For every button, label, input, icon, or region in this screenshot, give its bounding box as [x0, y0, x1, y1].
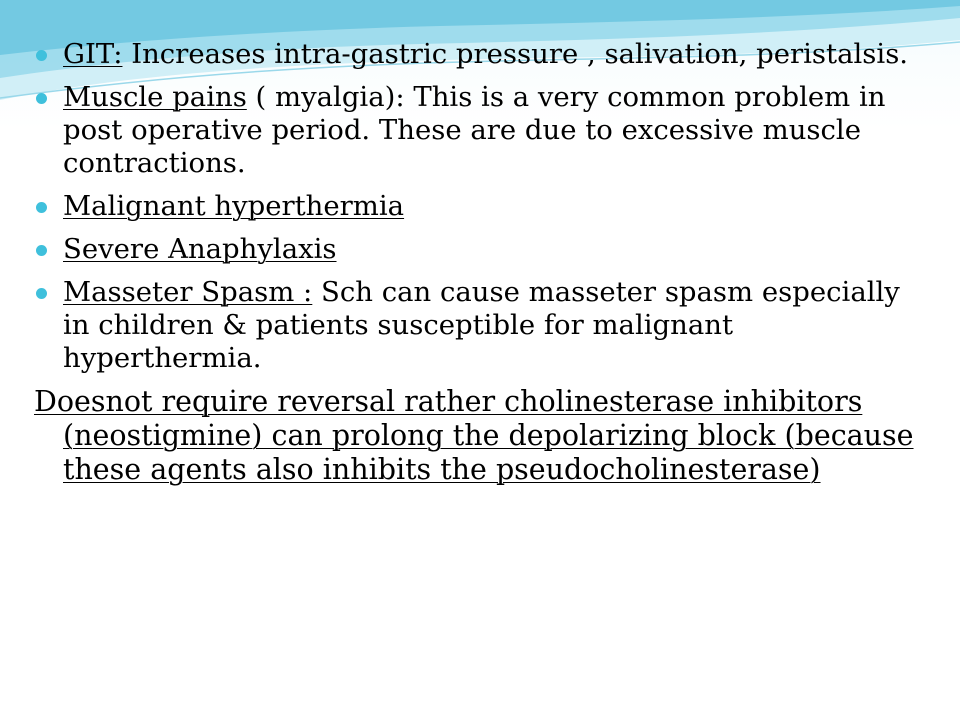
bullet-dot-icon	[36, 202, 47, 213]
bullet-dot-icon	[36, 245, 47, 256]
bullet-body: Sch can cause masseter spasm especially in children & patients susceptible for malignant hyperthermia.	[63, 276, 900, 374]
bullet-item-malignant-hyperthermia	[34, 190, 934, 223]
bullet-item-masseter-spasm	[34, 276, 934, 375]
bullet-item-severe-anaphylaxis	[34, 233, 934, 266]
reversal-note: Doesnot require reversal rather cholinesterase inhibitors (neostigmine) can prolong the depolarizing block (because these agents also inhibits the pseudocholinesterase)	[34, 385, 914, 486]
bullet-heading: Masseter Spasm :	[63, 276, 313, 308]
bullet-item-git	[34, 38, 934, 71]
bullet-heading: Severe Anaphylaxis	[63, 233, 337, 265]
bullet-dot-icon	[36, 288, 47, 299]
bullet-list	[34, 38, 934, 375]
bullet-dot-icon	[36, 93, 47, 104]
bullet-body: Increases intra-gastric pressure , salivation, peristalsis.	[122, 38, 909, 70]
bullet-heading: Malignant hyperthermia	[63, 190, 405, 222]
bullet-item-muscle-pains	[34, 81, 934, 180]
slide-content	[34, 38, 934, 487]
bullet-body: ( myalgia): This is a very common problem in post operative period. These are due to excessive muscle contractions.	[63, 81, 886, 179]
bullet-heading: GIT:	[63, 38, 123, 70]
bullet-dot-icon	[36, 50, 47, 61]
bullet-heading: Muscle pains	[63, 81, 247, 113]
